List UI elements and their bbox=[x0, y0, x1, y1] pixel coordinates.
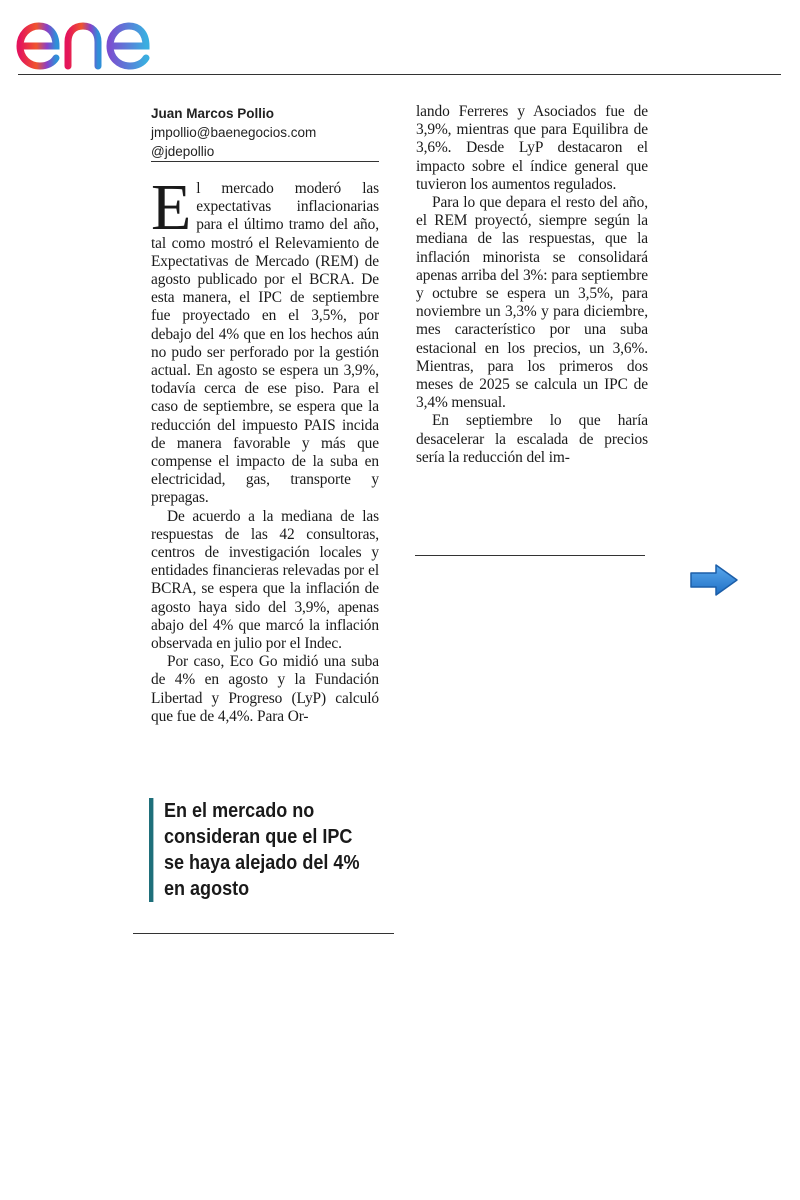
article-paragraph: En septiembre lo que haría desacelerar la escalada de precios sería la reducción del im- bbox=[416, 412, 648, 466]
enel-logo bbox=[16, 8, 181, 72]
article-paragraph: Para lo que depara el resto del año, el REM proyectó, siempre según la mediana de las respuestas, que la inflación minorista se consolidará apenas arriba del 3%: para septiembre y octubre se espera un 3,5%, para noviembre un 3,3% y para diciembre, mes característico por una suba estacional en los precios, un 3,6%. Mientras, para los primeros dos meses de 2025 se calcula un IPC de 3,4% mensual. bbox=[416, 194, 648, 412]
article-paragraph: Por caso, Eco Go midió una suba de 4% en agosto y la Fundación Libertad y Progreso (LyP) calculó que fue de 4,4%. Para Or- bbox=[151, 653, 379, 725]
article-paragraph: El mercado moderó las expectativas inflacionarias para el último tramo del año, tal como mostró el Relevamiento de Expectativas de Mercado (REM) de agosto publicado por el BCRA. De esta manera, el IPC de septiembre fue proyectado en el 3,5%, por debajo del 4% que en los hechos aún no pudo ser perforado por la gestión actual. En agosto se espera un 3,9%, todavía cerca de ese piso. Para el caso de septiembre, se espera que la reducción del impuesto PAIS incida de manera favorable y más que compense el impacto de la suba en electricidad, gas, transporte y prepagas. bbox=[151, 171, 379, 507]
pull-quote: En el mercado no consideran que el IPC se haya alejado del 4% en agosto bbox=[149, 798, 375, 902]
article-paragraph: De acuerdo a la mediana de las respuestas de las 42 consultoras, centros de investigación locales y entidades financieras relevadas por el BCRA, se espera que la inflación de agosto haya sido del 3,9%, apenas abajo del 4% que marcó la inflación observada en julio por el Indec. bbox=[151, 507, 379, 653]
column-divider bbox=[133, 933, 394, 934]
author-email[interactable]: jmpollio@baenegocios.com bbox=[151, 125, 317, 140]
byline-divider bbox=[151, 161, 379, 162]
author-handle[interactable]: @jdepollio bbox=[151, 144, 215, 159]
arrow-right-icon[interactable] bbox=[688, 562, 740, 598]
author-name: Juan Marcos Pollio bbox=[151, 106, 275, 121]
author-byline bbox=[151, 104, 379, 161]
column-end-divider bbox=[415, 555, 645, 556]
header-divider bbox=[18, 74, 781, 75]
article-column-1 bbox=[151, 171, 379, 726]
drop-cap: E bbox=[151, 171, 192, 244]
article-paragraph: lando Ferreres y Asociados fue de 3,9%, mientras que para Equilibra de 3,6%. Desde LyP destacaron el impacto sobre el índice general que tuvieron los aumentos regulados. bbox=[416, 103, 648, 193]
article-column-2 bbox=[416, 103, 648, 467]
